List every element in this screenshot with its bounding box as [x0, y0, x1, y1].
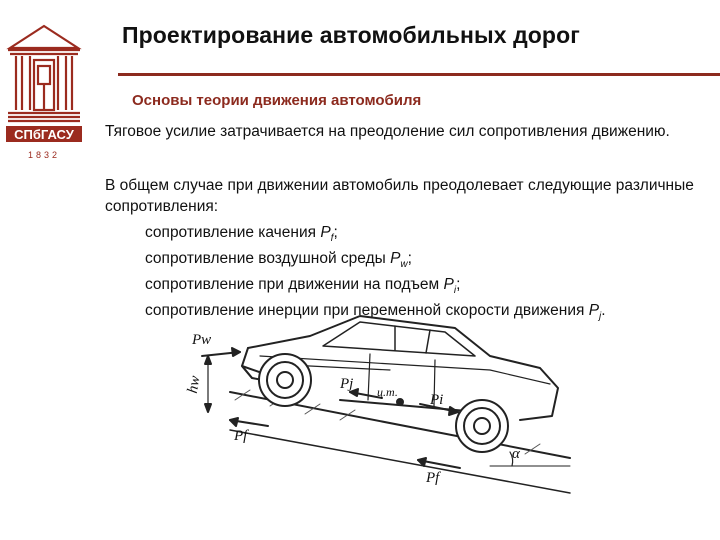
svg-text:СПбГАСУ: СПбГАСУ: [14, 127, 74, 142]
label-pf-bottom: Pf: [426, 470, 440, 486]
label-pw: Pw: [192, 332, 212, 348]
list-item: сопротивление воздушной среды $P_w$;: [145, 250, 412, 271]
label-hw: hw: [184, 374, 204, 395]
building-logo-icon: [4, 18, 84, 168]
label-alpha: α: [512, 446, 520, 462]
title-divider: [118, 73, 720, 76]
car-on-slope-illustration: [184, 308, 720, 540]
list-item: сопротивление при движении на подъем $P_i$;: [145, 276, 461, 297]
label-pf-left: Pf: [234, 428, 248, 444]
section-subtitle: Основы теории движения автомобиля: [132, 92, 422, 109]
list-item: сопротивление инерции при переменной скорости движения $P_j$.: [145, 302, 606, 323]
label-ct: ц.т.: [377, 385, 398, 399]
label-pi: Pi: [430, 392, 444, 408]
car-resistance-diagram: [184, 308, 720, 540]
university-logo: [4, 18, 84, 168]
page-title: Проектирование автомобильных дорог: [122, 22, 580, 48]
label-pj: Pj: [340, 376, 354, 392]
paragraph-resistances: В общем случае при движении автомобиль преодолевает следующие различные сопротивления:: [105, 177, 694, 215]
paragraph-traction: Тяговое усилие затрачивается на преодоление сил сопротивления движению.: [105, 123, 670, 140]
list-item: сопротивление качения $P_f$;: [145, 224, 338, 245]
svg-text:1832: 1832: [27, 150, 61, 160]
